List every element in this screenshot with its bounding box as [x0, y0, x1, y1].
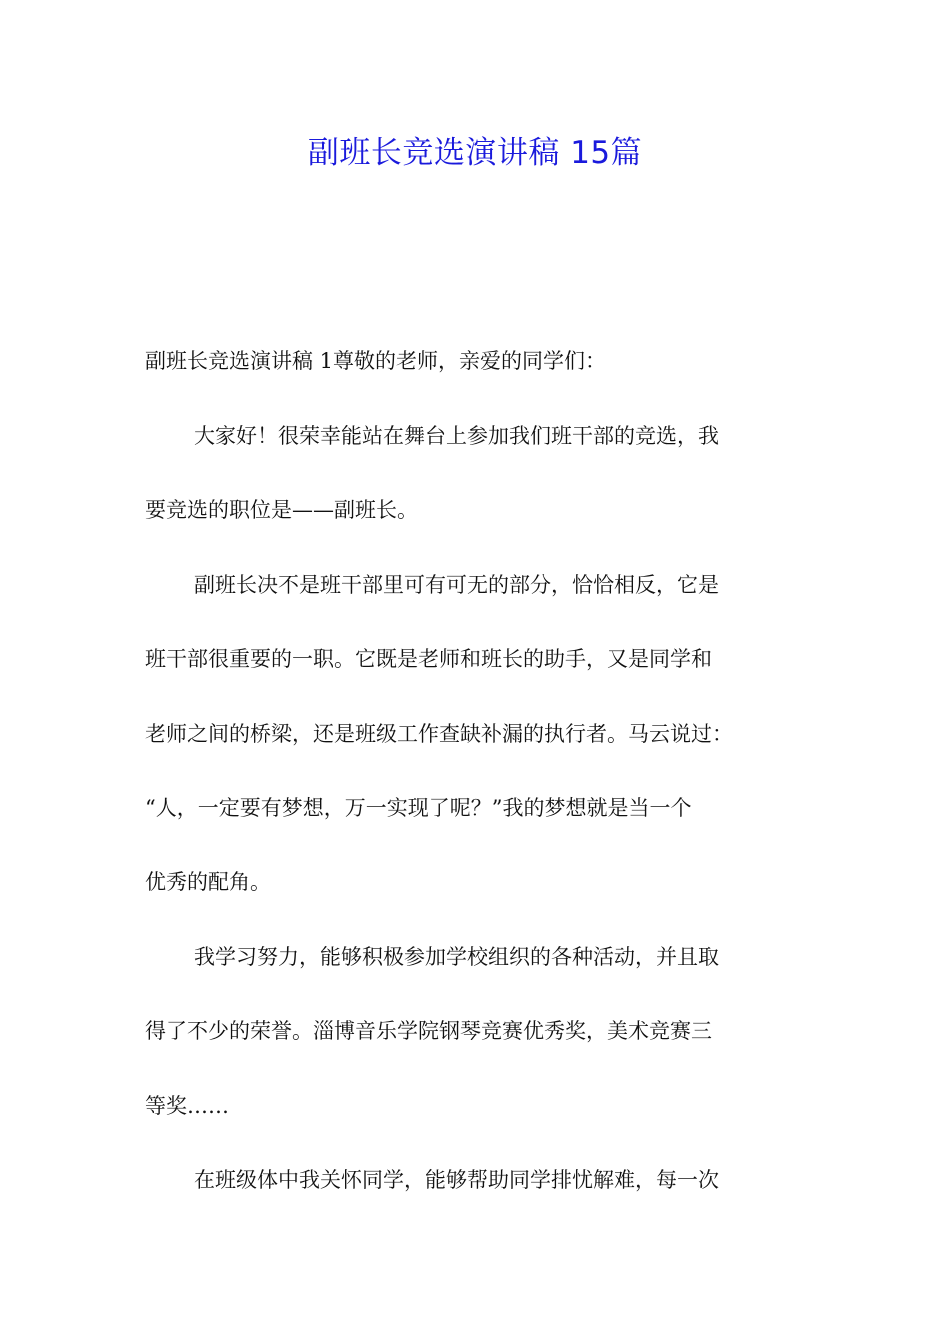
- paragraph-line: 在班级体中我关怀同学，能够帮助同学排忧解难，每一次: [194, 1168, 719, 1192]
- paragraph-line: 班干部很重要的一职。它既是老师和班长的助手，又是同学和: [145, 647, 712, 671]
- paragraph-line: 得了不少的荣誉。淄博音乐学院钢琴竞赛优秀奖，美术竞赛三: [145, 1019, 712, 1043]
- document-title: 副班长竞选演讲稿 15篇: [307, 135, 643, 171]
- paragraph-line: 我学习努力，能够积极参加学校组织的各种活动，并且取: [194, 945, 719, 969]
- paragraph-line: 等奖……: [145, 1094, 229, 1118]
- paragraph-line: 大家好！很荣幸能站在舞台上参加我们班干部的竞选，我: [194, 424, 719, 448]
- paragraph-line: 要竞选的职位是——副班长。: [145, 498, 418, 522]
- paragraph-line: 优秀的配角。: [145, 870, 271, 894]
- paragraph-line: 老师之间的桥梁，还是班级工作查缺补漏的执行者。马云说过：: [145, 722, 733, 746]
- paragraph-line: 副班长竞选演讲稿 1尊敬的老师，亲爱的同学们：: [145, 349, 607, 373]
- paragraph-line: 副班长决不是班干部里可有可无的部分，恰恰相反，它是: [194, 573, 719, 597]
- paragraph-line: “人，一定要有梦想，万一实现了呢？”我的梦想就是当一个: [145, 796, 692, 820]
